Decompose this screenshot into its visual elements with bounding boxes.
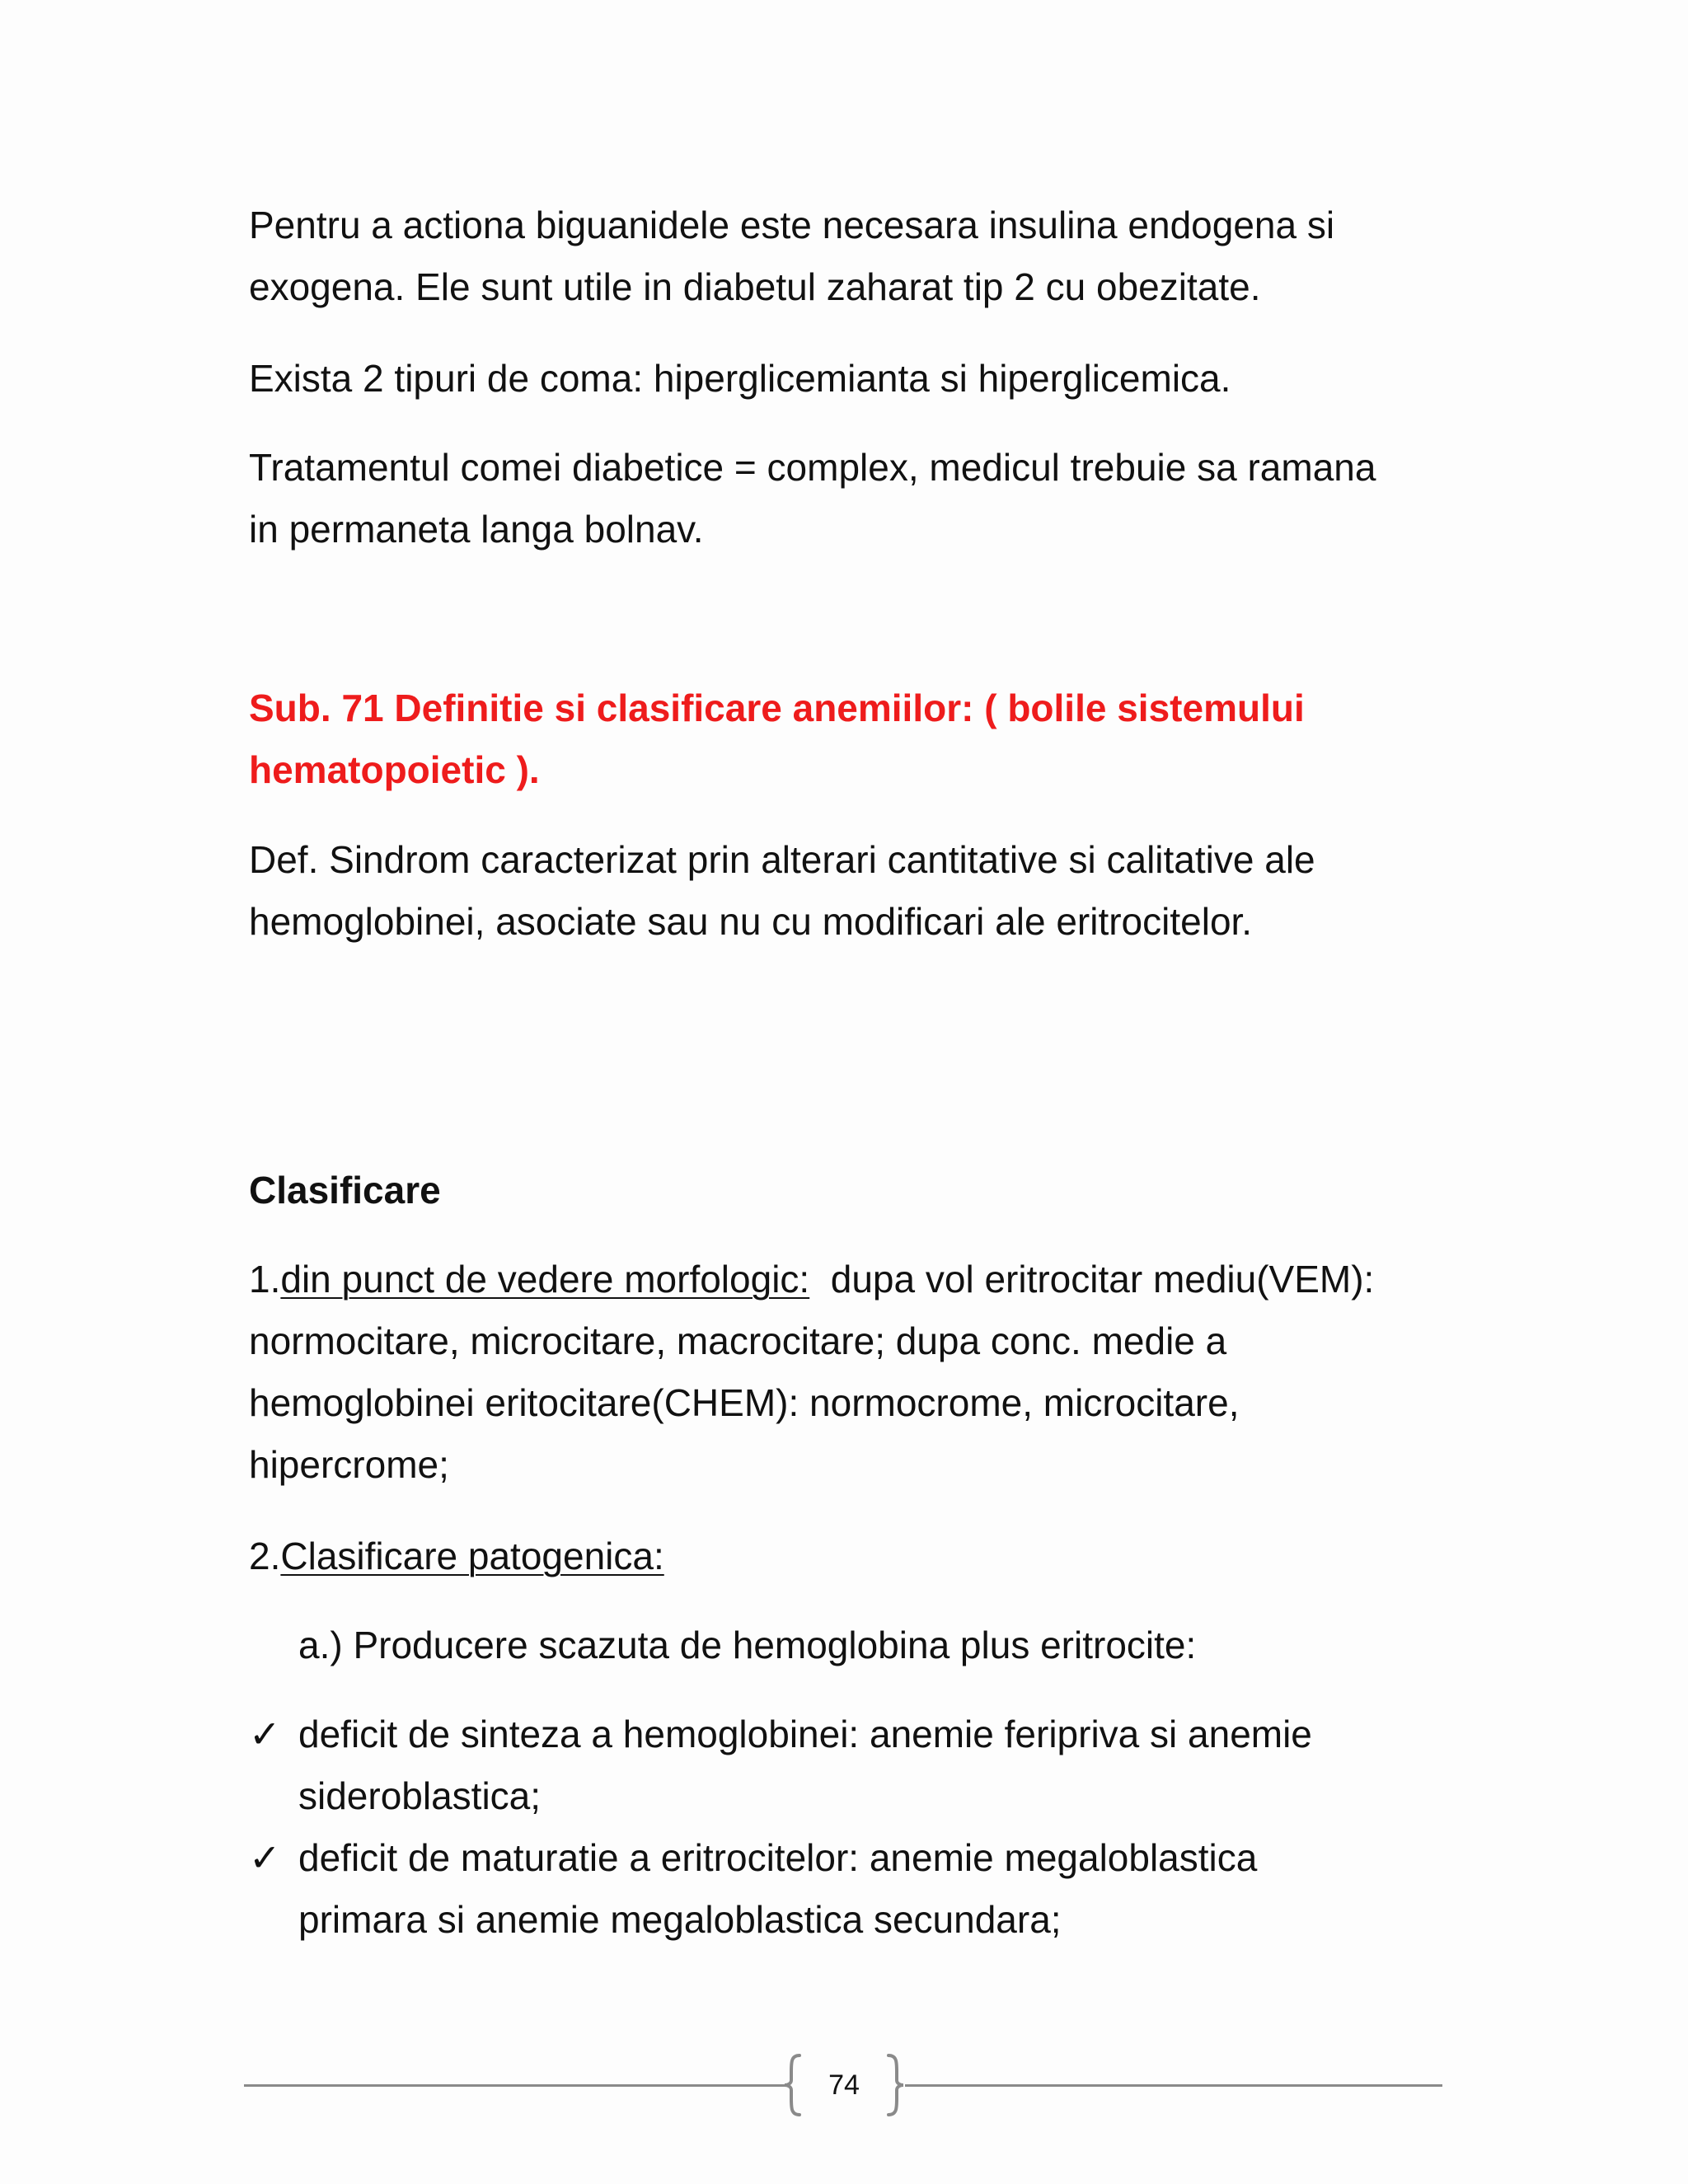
item-label: Clasificare patogenica: <box>280 1535 664 1577</box>
bullet-line: primara si anemie megaloblastica secundara; <box>298 1898 1062 1941</box>
footer-rule-right <box>905 2084 1442 2087</box>
bullet-text <box>298 1704 1485 1827</box>
paragraph-line: Exista 2 tipuri de coma: hiperglicemianta si hiperglicemica. <box>249 357 1231 400</box>
subject-heading-line: Sub. 71 Definitie si clasificare anemiilor: ( bolile sistemului <box>249 687 1305 729</box>
bullet-text <box>298 1827 1485 1951</box>
paragraph-biguanide <box>249 194 1485 318</box>
bullet-item <box>249 1704 1485 1827</box>
item-text: dupa vol eritrocitar mediu(VEM): <box>809 1258 1375 1301</box>
item-number: 1. <box>249 1258 281 1301</box>
subject-heading <box>249 677 1485 801</box>
classification-heading <box>249 1160 1485 1221</box>
paragraph-treatment <box>249 437 1485 560</box>
right-brace-icon <box>885 2054 905 2116</box>
bullet-line: deficit de sinteza a hemoglobinei: anemie feripriva si anemie <box>298 1713 1312 1755</box>
item-text: hipercrome; <box>249 1443 449 1486</box>
paragraph-line: Tratamentul comei diabetice = complex, medicul trebuie sa ramana <box>249 446 1376 489</box>
classification-heading-text: Clasificare <box>249 1169 441 1212</box>
subject-heading-line: hematopoietic ). <box>249 748 540 791</box>
paragraph-line: in permaneta langa bolnav. <box>249 508 704 551</box>
footer-rule-left <box>244 2084 785 2087</box>
page-number: 74 <box>828 2069 860 2101</box>
checkmark-icon: ✓ <box>249 1713 281 1755</box>
classification-item-morphologic <box>249 1249 1485 1496</box>
definition-line: Def. Sindrom caracterizat prin alterari cantitative si calitative ale <box>249 838 1315 881</box>
item-text: hemoglobinei eritocitare(CHEM): normocrome, microcitare, <box>249 1381 1240 1424</box>
sub-item-a <box>298 1615 1485 1676</box>
paragraph-line: exogena. Ele sunt utile in diabetul zaharat tip 2 cu obezitate. <box>249 265 1261 308</box>
definition-paragraph <box>249 829 1485 953</box>
paragraph-line: Pentru a actiona biguanidele este necesara insulina endogena si <box>249 204 1335 246</box>
paragraph-coma-types <box>249 348 1485 410</box>
item-label: din punct de vedere morfologic: <box>280 1258 810 1301</box>
item-number: 2. <box>249 1535 281 1577</box>
checkmark-icon: ✓ <box>249 1836 281 1879</box>
definition-line: hemoglobinei, asociate sau nu cu modificari ale eritrocitelor. <box>249 900 1253 943</box>
bullet-item <box>249 1827 1485 1951</box>
item-text: normocitare, microcitare, macrocitare; dupa conc. medie a <box>249 1319 1227 1362</box>
bullet-line: sideroblastica; <box>298 1774 542 1817</box>
sub-item-text: a.) Producere scazuta de hemoglobina plus eritrocite: <box>298 1624 1197 1666</box>
classification-item-pathogenic <box>249 1526 1485 1587</box>
bullet-line: deficit de maturatie a eritrocitelor: anemie megaloblastica <box>298 1836 1258 1879</box>
left-brace-icon <box>783 2054 803 2116</box>
